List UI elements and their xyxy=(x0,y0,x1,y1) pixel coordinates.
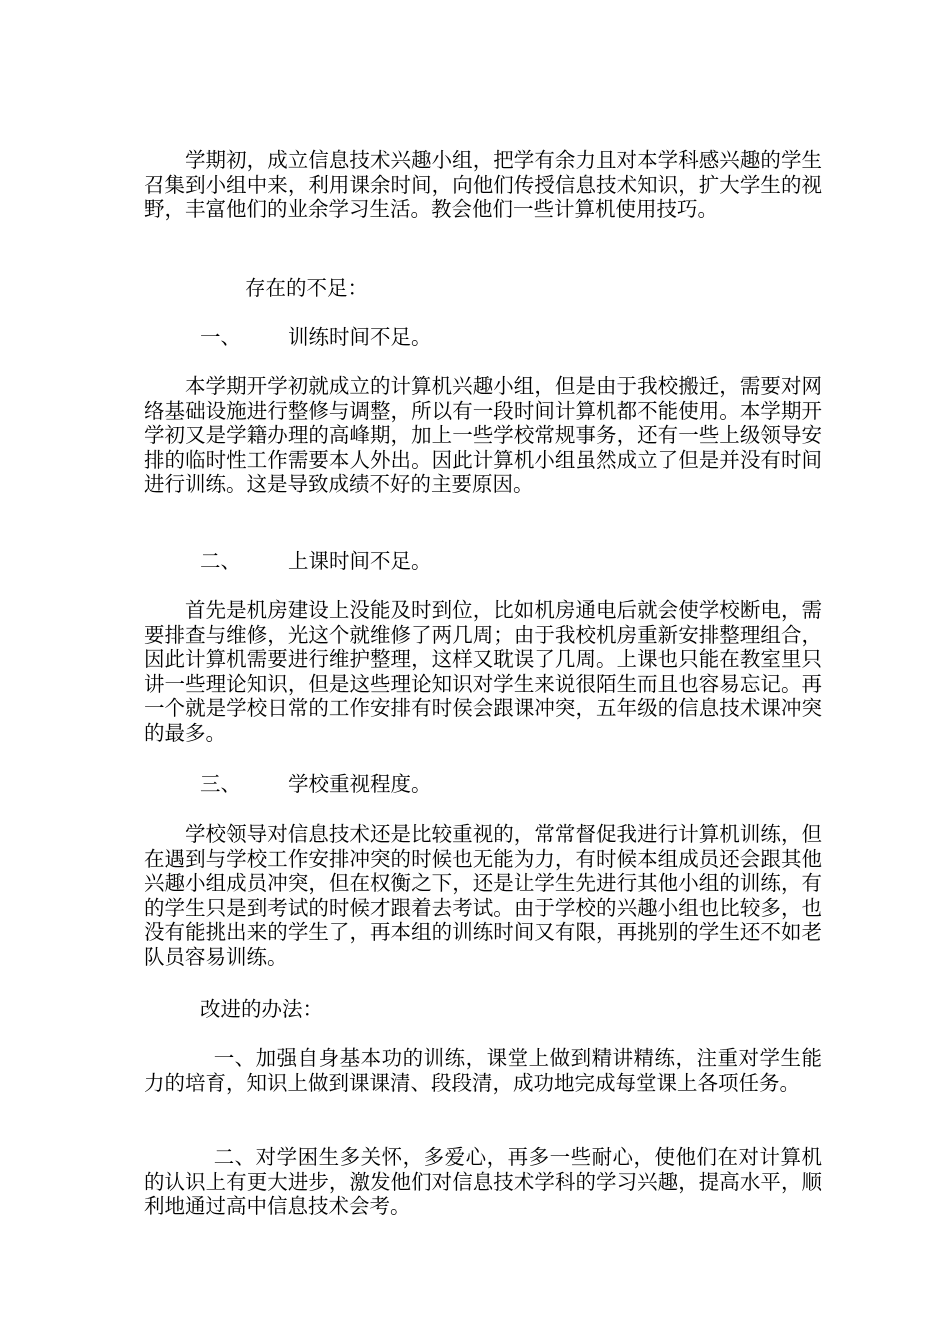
shortcoming-3-body: 学校领导对信息技术还是比较重视的，常常督促我进行计算机训练，但在遇到与学校工作安排冲突的时候也无能为力，有时候本组成员还会跟其他兴趣小组成员冲突，但在权衡之下，还是让学生先进行其他小组的训练，有的学生只是到考试的时候才跟着去考试。由于学校的兴趣小组也比较多，也没有能挑出来的学生了，再本组的训练时间又有限，再挑别的学生还不如老队员容易训练。 xyxy=(144,822,822,969)
shortcomings-heading: 存在的不足： xyxy=(245,276,368,300)
shortcoming-1-number: 一、 xyxy=(200,325,241,349)
improvements-heading: 改进的办法： xyxy=(200,997,323,1021)
intro-paragraph: 学期初，成立信息技术兴趣小组，把学有余力且对本学科感兴趣的学生召集到小组中来，利用课余时间，向他们传授信息技术知识，扩大学生的视野，丰富他们的业余学习生活。教会他们一些计算机使用技巧。 xyxy=(144,148,822,221)
shortcoming-3-heading xyxy=(200,772,432,797)
shortcoming-1-heading xyxy=(200,325,432,350)
shortcoming-3-number: 三、 xyxy=(200,772,241,796)
shortcoming-3-title: 学校重视程度。 xyxy=(288,772,432,796)
shortcoming-1-body: 本学期开学初就成立的计算机兴趣小组，但是由于我校搬迁，需要对网络基础设施进行整修与调整，所以有一段时间计算机都不能使用。本学期开学初又是学籍办理的高峰期，加上一些学校常规事务，还有一些上级领导安排的临时性工作需要本人外出。因此计算机小组虽然成立了但是并没有时间进行训练。这是导致成绩不好的主要原因。 xyxy=(144,374,822,496)
shortcoming-1-title: 训练时间不足。 xyxy=(288,325,432,349)
shortcoming-2-title: 上课时间不足。 xyxy=(288,549,432,573)
shortcoming-2-body: 首先是机房建设上没能及时到位，比如机房通电后就会使学校断电，需要排查与维修，光这个就维修了两几周；由于我校机房重新安排整理组合，因此计算机需要进行维护整理，这样又耽误了几周。上课也只能在教室里只讲一些理论知识，但是这些理论知识对学生来说很陌生而且也容易忘记。再一个就是学校日常的工作安排有时侯会跟课冲突，五年级的信息技术课冲突的最多。 xyxy=(144,598,822,745)
shortcoming-2-number: 二、 xyxy=(200,549,241,573)
shortcoming-2-heading xyxy=(200,549,432,574)
improvement-1: 一、加强自身基本功的训练，课堂上做到精讲精练，注重对学生能力的培育，知识上做到课课清、段段清，成功地完成每堂课上各项任务。 xyxy=(144,1046,822,1095)
improvement-2: 二、对学困生多关怀，多爱心，再多一些耐心，使他们在对计算机的认识上有更大进步，激发他们对信息技术学科的学习兴趣，提高水平，顺利地通过高中信息技术会考。 xyxy=(144,1145,822,1218)
